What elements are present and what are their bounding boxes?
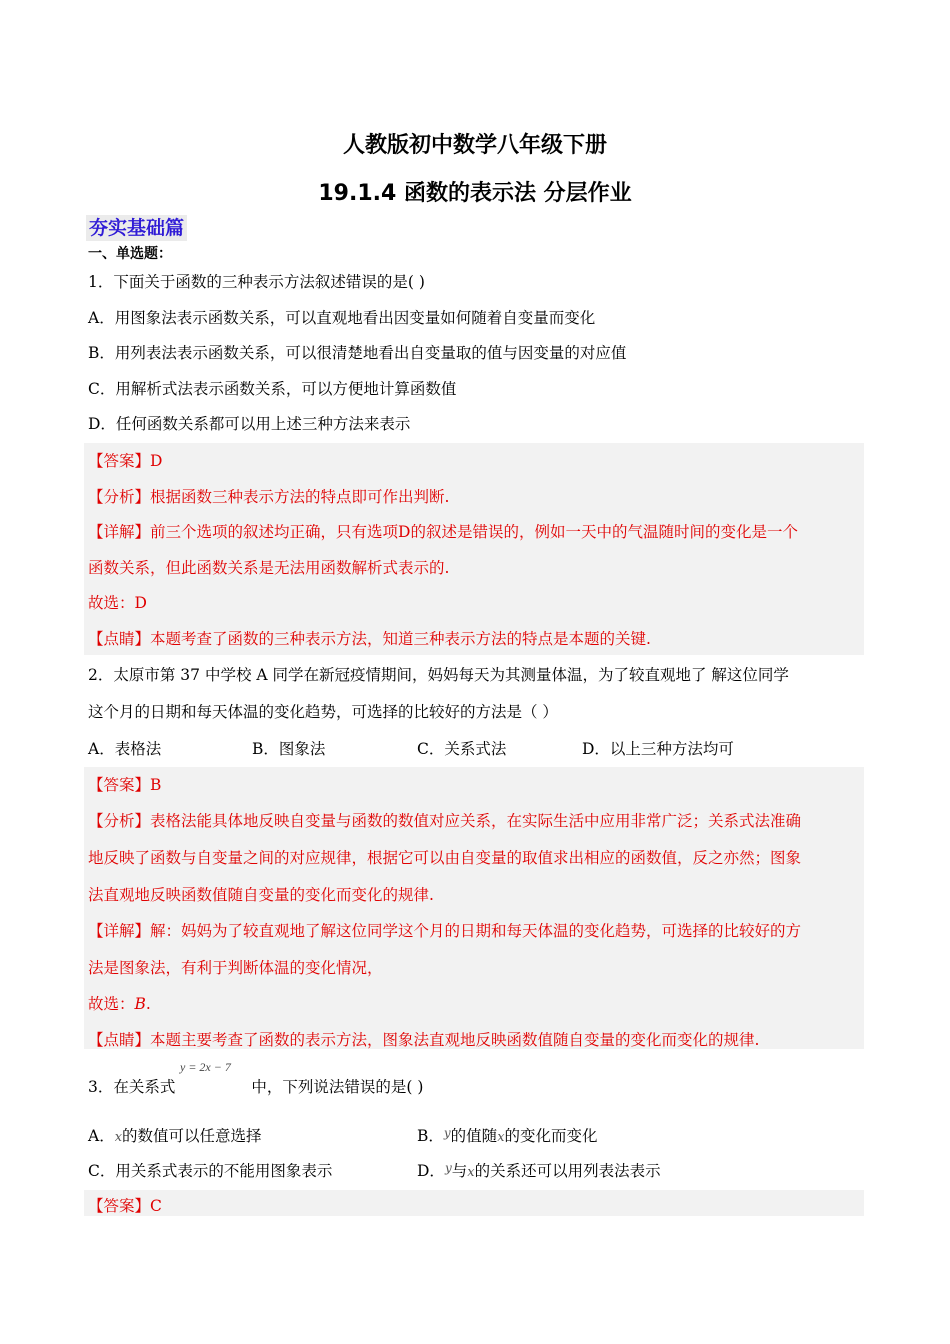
section-subhead: 一、单选题： [88, 246, 172, 262]
q2-answer: 【答案】B [88, 776, 162, 794]
q2-option-d: D．以上三种方法均可 [582, 740, 734, 758]
q2-choose: 故选：B. [88, 995, 151, 1013]
q2-analysis-line1: 【分析】表格法能具体地反映自变量与函数的数值对应关系，在实际生活中应用非常广泛；关系式法准确 [88, 812, 802, 830]
q3-option-a: A．x的数值可以任意选择 [88, 1127, 262, 1145]
q3-option-d: D．$^y$与x的关系还可以用列表法表示 [417, 1161, 661, 1180]
q1-answer: 【答案】D [88, 452, 163, 470]
q3-solution-box [84, 1190, 864, 1216]
q3-option-b: B．$^y$的值随x的变化而变化 [417, 1126, 598, 1145]
document-subtitle: 19.1.4 函数的表示法 分层作业 [318, 181, 632, 206]
q1-stem: 1．下面关于函数的三种表示方法叙述错误的是( ) [88, 273, 425, 291]
document-title: 人教版初中数学八年级下册 [342, 133, 607, 158]
q1-detail-line1: 【详解】前三个选项的叙述均正确，只有选项D的叙述是错误的，例如一天中的气温随时间的变化是一个 [88, 523, 798, 541]
q2-option-c: C．关系式法 [417, 740, 507, 758]
section-tag: 夯实基础篇 [86, 215, 187, 241]
q3-formula: y = 2x − 7 [180, 1060, 231, 1074]
q2-analysis-line3: 法直观地反映函数值随自变量的变化而变化的规律. [88, 886, 434, 904]
q1-solution-box [84, 443, 864, 655]
q3-option-c: C．用关系式表示的不能用图象表示 [88, 1162, 333, 1180]
q2-stem-line1: 2．太原市第 37 中学校 A 同学在新冠疫情期间，妈妈每天为其测量体温，为了较直观地了 解这位同学 [88, 666, 789, 684]
q1-point: 【点睛】本题考查了函数的三种表示方法，知道三种表示方法的特点是本题的关键. [88, 630, 651, 648]
q1-analysis: 【分析】根据函数三种表示方法的特点即可作出判断. [88, 488, 450, 506]
q2-option-b: B．图象法 [252, 740, 326, 758]
q1-option-a: A．用图象法表示函数关系，可以直观地看出因变量如何随着自变量而变化 [88, 309, 596, 327]
q1-option-b: B．用列表法表示函数关系，可以很清楚地看出自变量取的值与因变量的对应值 [88, 344, 627, 362]
q2-analysis-line2: 地反映了函数与自变量之间的对应规律，根据它可以由自变量的取值求出相应的函数值，反之亦然；图象 [88, 849, 802, 867]
q2-option-a: A．表格法 [88, 740, 162, 758]
q3-stem: 3．在关系式 中，下列说法错误的是( ) [88, 1078, 424, 1096]
q2-point: 【点睛】本题主要考查了函数的表示方法，图象法直观地反映函数值随自变量的变化而变化的规律. [88, 1031, 760, 1049]
q2-stem-line2: 这个月的日期和每天体温的变化趋势，可选择的比较好的方法是（ ） [88, 703, 558, 721]
q1-choose: 故选：D [88, 594, 147, 612]
q1-option-d: D．任何函数关系都可以用上述三种方法来表示 [88, 415, 411, 433]
q2-detail-line2: 法是图象法，有利于判断体温的变化情况， [88, 959, 383, 977]
q1-detail-line2: 函数关系，但此函数关系是无法用函数解析式表示的. [88, 559, 450, 577]
q3-answer: 【答案】C [88, 1197, 162, 1215]
q2-detail-line1: 【详解】解：妈妈为了较直观地了解这位同学这个月的日期和每天体温的变化趋势，可选择的比较好的方 [88, 922, 802, 940]
q1-option-c: C．用解析式法表示函数关系，可以方便地计算函数值 [88, 380, 457, 398]
